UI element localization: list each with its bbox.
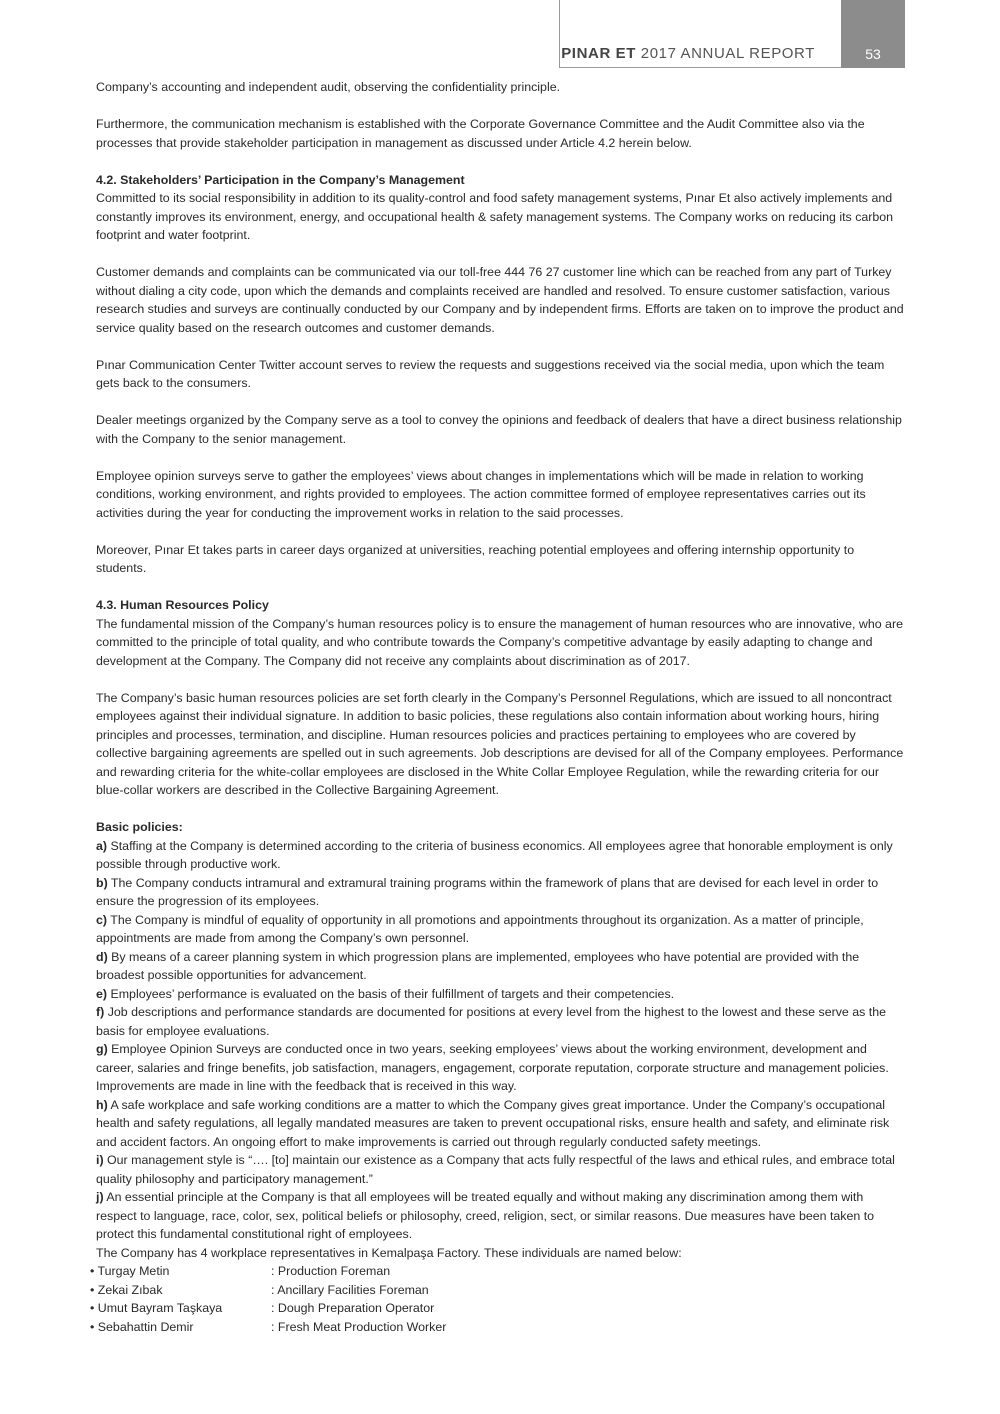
basic-policies-heading: Basic policies: bbox=[96, 820, 183, 834]
policy-label: c) bbox=[96, 912, 108, 927]
policy-text: The Company is mindful of equality of opportunity in all promotions and appointments throughout its organization. As a matter of principle, appointments are made from among the Company’s own personnel. bbox=[96, 912, 864, 945]
intro-paragraph: Company’s accounting and independent audit, observing the confidentiality principle. bbox=[96, 80, 561, 94]
list-item bbox=[90, 1281, 906, 1300]
policy-text: Staffing at the Company is determined according to the criteria of business economics. All employees agree that honorable employment is only possible through productive work. bbox=[96, 838, 893, 871]
policy-item bbox=[96, 1188, 906, 1244]
policy-item bbox=[96, 1003, 906, 1040]
representative-role: : Production Foreman bbox=[271, 1264, 391, 1278]
page-number-box bbox=[841, 0, 905, 68]
policy-label: h) bbox=[96, 1097, 108, 1112]
section-paragraph: Committed to its social responsibility in addition to its quality-control and food safety management systems, Pınar Et also actively implements and constantly improves its environment, energy, and occupational health & safety management systems. The Company works on reducing its carbon footprint and water footprint. bbox=[96, 191, 894, 242]
policy-item bbox=[96, 1096, 906, 1152]
representative-name: • Turgay Metin bbox=[90, 1264, 170, 1278]
policy-item bbox=[96, 837, 906, 874]
section-paragraph: Moreover, Pınar Et takes parts in career days organized at universities, reaching potential employees and offering internship opportunity to students. bbox=[96, 542, 855, 575]
policy-text: An essential principle at the Company is that all employees will be treated equally and without making any discrimination among them with respect to language, race, color, sex, political beliefs or philosophy, creed, religion, sect, or similar reasons. Due measures have been taken to protect this fundamental constitutional right of employees. bbox=[96, 1190, 875, 1241]
policy-label: j) bbox=[96, 1190, 104, 1204]
policy-text: Employee Opinion Surveys are conducted once in two years, seeking employees’ views about the working environment, development and career, salaries and fringe benefits, job satisfaction, managers, engagement, corporate reputation, corporate structure and management policies. Improvements are made in line with the feedback that is received in this way. bbox=[96, 1042, 889, 1093]
policy-label: d) bbox=[96, 949, 108, 964]
list-item bbox=[90, 1318, 906, 1337]
representative-name: • Sebahattin Demir bbox=[90, 1319, 194, 1334]
report-title bbox=[561, 45, 815, 62]
policy-item bbox=[96, 985, 906, 1004]
section-paragraph: Customer demands and complaints can be communicated via our toll-free 444 76 27 customer line which can be reached from any part of Turkey without dialing a city code, upon which the demands and complaints received are handled and resolved. To ensure customer satisfaction, various research studies and surveys are continually conducted by our Company and by independent firms. Efforts are taken on to improve the product and service quality based on the research outcomes and customer demands. bbox=[96, 265, 904, 335]
representative-role: : Dough Preparation Operator bbox=[271, 1301, 435, 1315]
representatives-intro: The Company has 4 workplace representatives in Kemalpaşa Factory. These individuals are named below: bbox=[96, 1245, 682, 1260]
section-paragraph: The Company’s basic human resources policies are set forth clearly in the Company’s Personnel Regulations, which are issued to all noncontract employees against their individual signature. In addition to basic policies, these regulations also contain information about working hours, hiring principles and processes, termination, and discipline. Human resources policies and practices pertaining to employees who are covered by collective bargaining agreements are spelled out in such agreements. Job descriptions are devised for all of the Company employees. Performance and rewarding criteria for the white-collar employees are disclosed in the White Collar Employee Regulation, while the rewarding criteria for our blue-collar workers are described in the Collective Bargaining Agreement. bbox=[96, 690, 904, 797]
policy-label: a) bbox=[96, 838, 108, 853]
policy-item bbox=[96, 1040, 906, 1096]
intro-paragraph: Furthermore, the communication mechanism is established with the Corporate Governance Committee and the Audit Committee also via the processes that provide stakeholder participation in management as discussed under Article 4.2 herein below. bbox=[96, 117, 865, 150]
section-paragraph: Pınar Communication Center Twitter account serves to review the requests and suggestions received via the social media, upon which the team gets back to the consumers. bbox=[96, 357, 885, 390]
representatives-list bbox=[90, 1262, 906, 1336]
section-paragraph: Dealer meetings organized by the Company serve as a tool to convey the opinions and feedback of dealers that have a direct business relationship with the Company to the senior management. bbox=[96, 413, 902, 446]
page-body bbox=[90, 78, 906, 1336]
representative-name: • Umut Bayram Taşkaya bbox=[90, 1301, 223, 1315]
brand-name: PINAR ET bbox=[561, 45, 637, 62]
report-header bbox=[559, 0, 841, 68]
list-item bbox=[90, 1262, 906, 1281]
policy-label: f) bbox=[96, 1005, 105, 1019]
list-item bbox=[90, 1299, 906, 1318]
policy-text: Our management style is “…. [to] maintain our existence as a Company that acts fully respectful of the laws and ethical rules, and embrace total quality philosophy and participatory management.” bbox=[96, 1153, 895, 1186]
section-paragraph: Employee opinion surveys serve to gather the employees’ views about changes in implementations which will be made in relation to working conditions, working environment, and rights provided to employees. The action committee formed of employee representatives carries out its activities during the year for conducting the improvement works in relation to the said processes. bbox=[96, 468, 866, 520]
policy-text: A safe workplace and safe working conditions are a matter to which the Company gives great importance. Under the Company’s occupational health and safety regulations, all legally mandated measures are taken to prevent occupational risks, ensure health and safety, and eliminate risk and accident factors. An ongoing effort to make improvements is carried out through regularly conducted safety meetings. bbox=[96, 1097, 890, 1149]
policy-item bbox=[96, 911, 906, 948]
representative-role: : Ancillary Facilities Foreman bbox=[271, 1282, 429, 1297]
report-title-text: 2017 ANNUAL REPORT bbox=[636, 45, 815, 62]
policy-text: By means of a career planning system in which progression plans are implemented, employees who have potential are provided with the broadest possible opportunities for advancement. bbox=[96, 949, 860, 982]
policy-item bbox=[96, 948, 906, 985]
section-heading-4-3: 4.3. Human Resources Policy bbox=[96, 598, 269, 612]
policy-label: g) bbox=[96, 1042, 108, 1056]
page-number: 53 bbox=[865, 46, 881, 62]
policy-label: i) bbox=[96, 1153, 104, 1167]
policy-item bbox=[96, 874, 906, 911]
policy-text: Job descriptions and performance standards are documented for positions at every level from the highest to the lowest and these serve as the basis for employee evaluations. bbox=[96, 1005, 887, 1038]
representative-name: • Zekai Zıbak bbox=[90, 1282, 163, 1297]
section-paragraph: The fundamental mission of the Company’s human resources policy is to ensure the management of human resources who are innovative, who are committed to the principle of total quality, and who contribute towards the Company’s competitive advantage by easily adapting to change and development at the Company. The Company did not receive any complaints about discrimination as of 2017. bbox=[96, 616, 903, 668]
policy-text: The Company conducts intramural and extramural training programs within the framework of plans that are devised for each level in order to ensure the progression of its employees. bbox=[96, 875, 879, 908]
section-heading-4-2: 4.2. Stakeholders’ Participation in the Company’s Management bbox=[96, 172, 465, 187]
policy-label: b) bbox=[96, 875, 108, 890]
policy-text: Employees’ performance is evaluated on the basis of their fulfillment of targets and their competencies. bbox=[107, 986, 675, 1001]
policy-item bbox=[96, 1151, 906, 1188]
policy-label: e) bbox=[96, 986, 108, 1001]
representative-role: : Fresh Meat Production Worker bbox=[271, 1319, 447, 1334]
